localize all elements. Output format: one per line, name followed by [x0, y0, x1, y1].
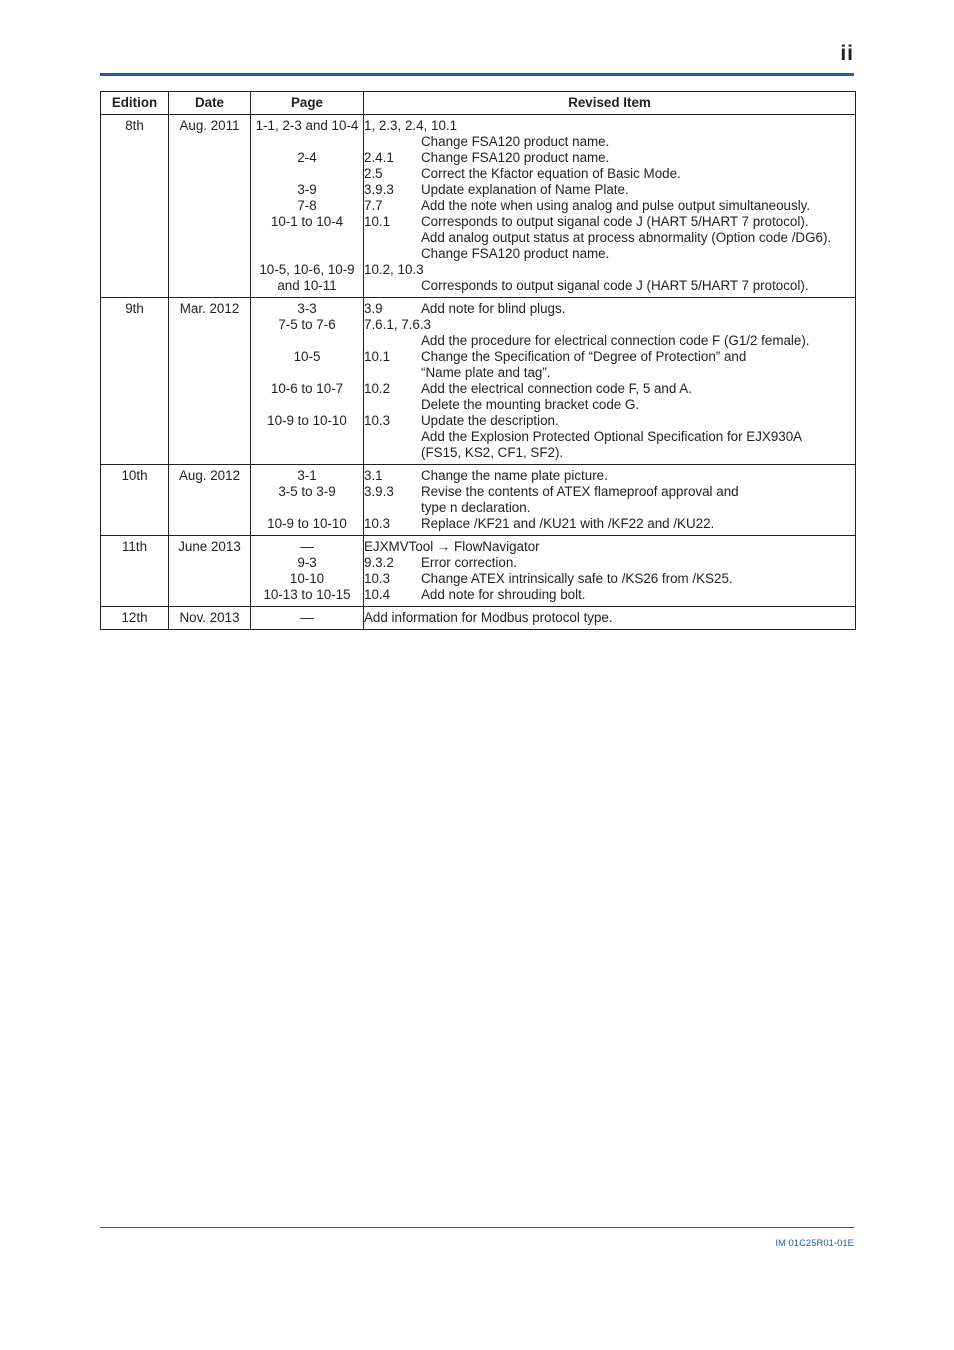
revised-item-line [364, 429, 855, 445]
revision-description: Change the Specification of “Degree of Protection” and [421, 349, 747, 364]
page-reference [251, 445, 363, 461]
revision-description: Add analog output status at process abnormality (Option code /DG6). [421, 230, 832, 245]
page-reference [251, 397, 363, 413]
page-reference [251, 429, 363, 445]
page-reference: 10-9 to 10-10 [267, 413, 347, 428]
revised-item-line [364, 214, 855, 230]
revised-item-line [364, 230, 855, 246]
date-cell [169, 115, 251, 298]
date-value: Nov. 2013 [179, 610, 240, 625]
revision-description: Change the name plate picture. [421, 468, 608, 483]
page-reference [251, 230, 363, 246]
table-row [101, 536, 856, 607]
revised-item-line [364, 413, 855, 429]
header-edition: Edition [101, 92, 169, 115]
table-header-row [101, 92, 856, 115]
revised-item-line [364, 516, 855, 532]
revision-description: Add the electrical connection code F, 5 and A. [421, 381, 692, 396]
date-value: Aug. 2011 [179, 118, 240, 133]
edition-cell [101, 115, 169, 298]
revision-description: Add the procedure for electrical connection code F (G1/2 female). [421, 333, 810, 348]
revision-description: Change FSA120 product name. [421, 134, 610, 149]
edition-cell [101, 607, 169, 630]
page-reference: 3-1 [297, 468, 317, 483]
page-reference [251, 246, 363, 262]
revised-item-line [364, 445, 855, 461]
revised-item-line [364, 539, 855, 555]
revision-description: (FS15, KS2, CF1, SF2). [421, 445, 564, 460]
revision-description: Change ATEX intrinsically safe to /KS26 from /KS25. [421, 571, 733, 586]
section-number [364, 500, 421, 516]
section-number [364, 246, 421, 262]
section-number: 10.1 [364, 349, 391, 364]
edition-cell [101, 465, 169, 536]
revision-description: Add note for blind plugs. [421, 301, 566, 316]
table-row [101, 298, 856, 465]
date-value: June 2013 [178, 539, 241, 554]
section-number [364, 397, 421, 413]
page-number: ii [840, 42, 854, 65]
date-value: Aug. 2012 [178, 468, 241, 483]
page-reference: 10-9 to 10-10 [267, 516, 347, 531]
revised-item-line [364, 610, 855, 626]
date-value: Mar. 2012 [179, 301, 240, 316]
section-number [364, 230, 421, 246]
page-reference: 9-3 [297, 555, 317, 570]
revised-item-line [364, 587, 855, 603]
revision-table [100, 91, 856, 630]
page-reference [251, 134, 363, 150]
revised-item-cell [364, 536, 856, 607]
page-cell [251, 465, 364, 536]
page-reference: and 10-11 [277, 278, 337, 293]
revised-item-line [364, 278, 855, 294]
section-number [364, 445, 421, 461]
edition-cell [101, 298, 169, 465]
date-cell [169, 536, 251, 607]
section-number: 2.5 [364, 166, 383, 181]
section-number: 10.1 [364, 214, 391, 229]
page-reference: — [300, 539, 314, 554]
revised-item-cell [364, 115, 856, 298]
section-number [364, 429, 421, 445]
edition-value: 8th [125, 118, 144, 133]
page-cell [251, 607, 364, 630]
revision-description: Corresponds to output siganal code J (HART 5/HART 7 protocol). [421, 278, 809, 293]
revision-description: Update explanation of Name Plate. [421, 182, 629, 197]
header-date: Date [169, 92, 251, 115]
revision-description: Change FSA120 product name. [421, 246, 610, 261]
section-number: 10.3 [364, 413, 391, 428]
edition-value: 11th [121, 539, 148, 554]
revised-item-line [364, 468, 855, 484]
section-number: 10.3 [364, 516, 391, 531]
page-reference [251, 166, 363, 182]
revised-item-line [364, 571, 855, 587]
section-number: 3.9.3 [364, 182, 394, 197]
section-number: 2.4.1 [364, 150, 394, 165]
header-revised-item: Revised Item [364, 92, 856, 115]
section-number: 7.7 [364, 198, 383, 213]
page-reference: 10-6 to 10-7 [270, 381, 344, 396]
footer-rule [100, 1227, 854, 1228]
section-number: EJXMVTool → FlowNavigator [364, 539, 540, 554]
section-number: 10.3 [364, 571, 391, 586]
revised-item-line [364, 150, 855, 166]
revised-item-cell [364, 298, 856, 465]
revision-description: Revise the contents of ATEX flameproof approval and [421, 484, 739, 499]
section-number: 1, 2.3, 2.4, 10.1 [364, 118, 458, 133]
revised-item-cell [364, 465, 856, 536]
revision-description: type n declaration. [421, 500, 531, 515]
section-number: 10.2, 10.3 [364, 262, 424, 277]
revised-item-line [364, 381, 855, 397]
edition-value: 12th [121, 610, 148, 625]
page-reference: 3-3 [297, 301, 317, 316]
page-cell [251, 536, 364, 607]
revision-description: Corresponds to output siganal code J (HART 5/HART 7 protocol). [421, 214, 809, 229]
revision-description: Replace /KF21 and /KU21 with /KF22 and /KU22. [421, 516, 715, 531]
page-reference [251, 500, 363, 516]
revised-item-line [364, 500, 855, 516]
page-reference: 10-13 to 10-15 [263, 587, 351, 602]
revised-item-line [364, 134, 855, 150]
table-row [101, 115, 856, 298]
page-reference [251, 333, 363, 349]
revised-item-line [364, 333, 855, 349]
page-reference: — [300, 610, 314, 625]
revision-description: Update the description. [421, 413, 559, 428]
section-number: 3.1 [364, 468, 383, 483]
revised-item-line [364, 118, 855, 134]
revised-item-line [364, 555, 855, 571]
revised-item-line [364, 301, 855, 317]
revised-item-line [364, 166, 855, 182]
revised-item-line [364, 365, 855, 381]
section-number [364, 134, 421, 150]
page-reference: 1-1, 2-3 and 10-4 [255, 118, 359, 133]
page-cell [251, 115, 364, 298]
revision-description: Change FSA120 product name. [421, 150, 610, 165]
table-row [101, 607, 856, 630]
header-rule [100, 73, 854, 76]
page-reference: 7-8 [297, 198, 317, 213]
header-page: Page [251, 92, 364, 115]
revised-item-line [364, 262, 855, 278]
revised-item-line [364, 349, 855, 365]
section-number: 3.9.3 [364, 484, 394, 499]
revision-description: Add the Explosion Protected Optional Specification for EJX930A [421, 429, 803, 444]
edition-value: 9th [125, 301, 144, 316]
section-number: 10.2 [364, 381, 391, 396]
date-cell [169, 607, 251, 630]
revised-item-line [364, 317, 855, 333]
table-row [101, 465, 856, 536]
page-reference: 10-1 to 10-4 [270, 214, 344, 229]
document-id: IM 01C25R01-01E [775, 1238, 854, 1249]
section-number: 9.3.2 [364, 555, 394, 570]
revised-item-line [364, 182, 855, 198]
date-cell [169, 465, 251, 536]
revised-item-line [364, 484, 855, 500]
revision-description: “Name plate and tag”. [421, 365, 551, 380]
revised-item-line [364, 397, 855, 413]
revision-description: Error correction. [421, 555, 517, 570]
section-number [364, 365, 421, 381]
page-reference: 10-5 [293, 349, 321, 364]
page-reference [251, 365, 363, 381]
section-number [364, 278, 421, 294]
date-cell [169, 298, 251, 465]
page-reference: 10-5, 10-6, 10-9 [259, 262, 355, 277]
section-number: Add information for Modbus protocol type. [364, 610, 613, 625]
page-reference: 7-5 to 7-6 [278, 317, 336, 332]
page-cell [251, 298, 364, 465]
revision-description: Add the note when using analog and pulse output simultaneously. [421, 198, 811, 213]
page-reference: 2-4 [297, 150, 317, 165]
section-number: 7.6.1, 7.6.3 [364, 317, 432, 332]
page-reference: 3-9 [297, 182, 317, 197]
section-number: 3.9 [364, 301, 383, 316]
revised-item-line [364, 246, 855, 262]
revised-item-cell [364, 607, 856, 630]
page-reference: 10-10 [289, 571, 325, 586]
revision-description: Delete the mounting bracket code G. [421, 397, 640, 412]
page-reference: 3-5 to 3-9 [278, 484, 336, 499]
edition-value: 10th [121, 468, 148, 483]
edition-cell [101, 536, 169, 607]
revision-description: Add note for shrouding bolt. [421, 587, 586, 602]
revision-description: Correct the Kfactor equation of Basic Mode. [421, 166, 681, 181]
revised-item-line [364, 198, 855, 214]
section-number [364, 333, 421, 349]
section-number: 10.4 [364, 587, 391, 602]
